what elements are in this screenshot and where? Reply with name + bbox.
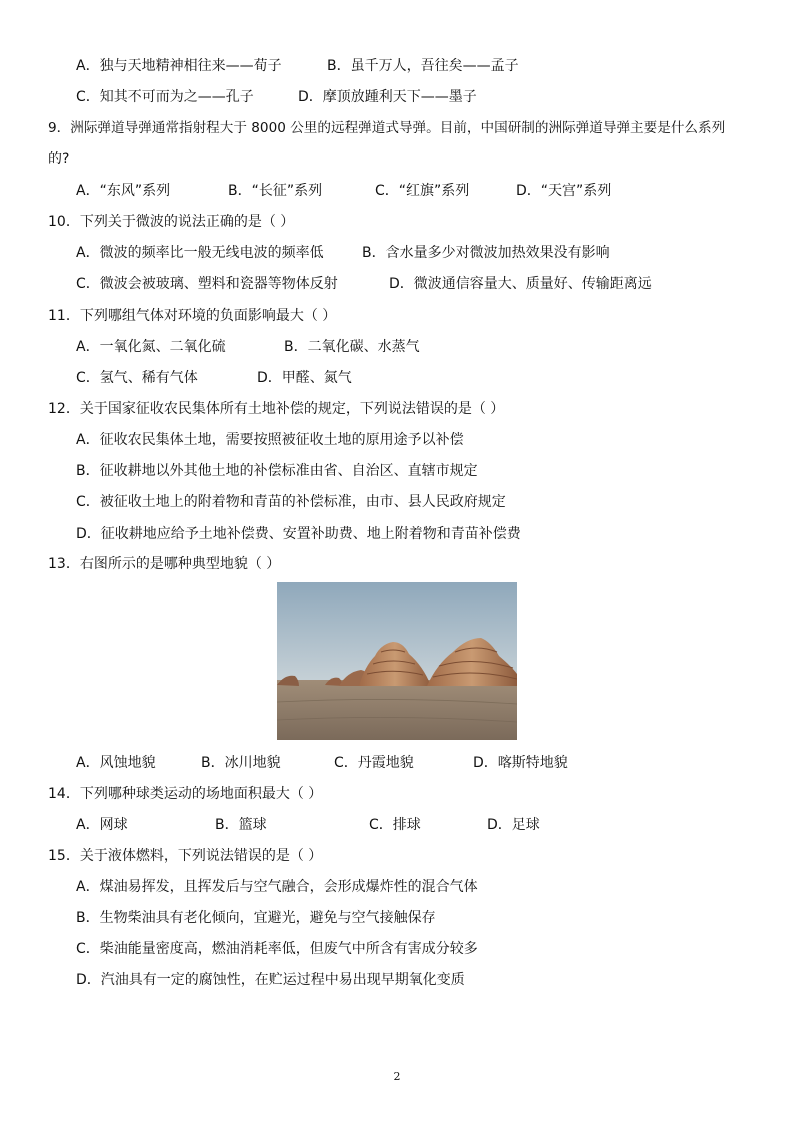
q10-option-a: A．微波的频率比一般无线电波的频率低 (76, 245, 324, 261)
q13-option-a: A．风蚀地貌 (76, 755, 156, 771)
page-number: 2 (393, 1070, 401, 1083)
q13-option-c: C．丹霞地貌 (334, 755, 414, 771)
q12-option-b: B．征收耕地以外其他土地的补偿标准由省、自治区、直辖市规定 (76, 463, 478, 479)
q12-option-a: A．征收农民集体土地，需要按照被征收土地的原用途予以补偿 (76, 432, 464, 448)
q10-stem: 10．下列关于微波的说法正确的是（ ） (48, 214, 295, 230)
q9-stem-line2: 的? (48, 151, 70, 167)
q10-option-b: B．含水量多少对微波加热效果没有影响 (362, 245, 610, 261)
q14-option-d: D．足球 (487, 817, 540, 833)
q12-option-c: C．被征收土地上的附着物和青苗的补偿标准，由市、县人民政府规定 (76, 494, 506, 510)
q9-option-c: C．“红旗”系列 (375, 183, 470, 199)
q8-option-d: D．摩顶放踵利天下——墨子 (298, 89, 477, 105)
q13-option-d: D．喀斯特地貌 (473, 755, 568, 771)
q8-option-c: C．知其不可而为之——孔子 (76, 89, 254, 105)
q14-option-a: A．网球 (76, 817, 128, 833)
q11-option-c: C．氢气、稀有气体 (76, 370, 198, 386)
q11-stem: 11．下列哪组气体对环境的负面影响最大（ ） (48, 308, 337, 324)
q14-option-b: B．篮球 (215, 817, 267, 833)
q13-stem: 13．右图所示的是哪种典型地貌（ ） (48, 556, 281, 572)
q10-option-c: C．微波会被玻璃、塑料和瓷器等物体反射 (76, 276, 338, 292)
q12-stem: 12．关于国家征收农民集体所有土地补偿的规定，下列说法错误的是（ ） (48, 401, 505, 417)
q9-option-b: B．“长征”系列 (228, 183, 323, 199)
q9-option-a: A．“东风”系列 (76, 183, 171, 199)
q15-stem: 15．关于液体燃料，下列说法错误的是（ ） (48, 848, 323, 864)
q12-option-d: D．征收耕地应给予土地补偿费、安置补助费、地上附着物和青苗补偿费 (76, 526, 521, 542)
q15-option-b: B．生物柴油具有老化倾向，宜避光，避免与空气接触保存 (76, 910, 436, 926)
q13-option-b: B．冰川地貌 (201, 755, 281, 771)
q15-option-a: A．煤油易挥发，且挥发后与空气融合，会形成爆炸性的混合气体 (76, 879, 478, 895)
q10-option-d: D．微波通信容量大、质量好、传输距离远 (389, 276, 652, 292)
q11-option-a: A．一氧化氮、二氧化硫 (76, 339, 226, 355)
q11-option-b: B．二氧化碳、水蒸气 (284, 339, 420, 355)
q8-option-b: B．虽千万人，吾往矣——孟子 (327, 58, 519, 74)
q9-stem-line1: 9．洲际弹道导弹通常指射程大于 8000 公里的远程弹道式导弹。目前，中国研制的洲际弹道导弹主要是什么系列 (48, 120, 726, 136)
landform-photo (277, 582, 517, 740)
q11-option-d: D．甲醛、氮气 (257, 370, 352, 386)
q9-option-d: D．“天宫”系列 (516, 183, 612, 199)
q14-option-c: C．排球 (369, 817, 421, 833)
q8-option-a: A．独与天地精神相往来——荀子 (76, 58, 282, 74)
q15-option-c: C．柴油能量密度高，燃油消耗率低，但废气中所含有害成分较多 (76, 941, 478, 957)
q14-stem: 14．下列哪种球类运动的场地面积最大（ ） (48, 786, 323, 802)
q15-option-d: D．汽油具有一定的腐蚀性，在贮运过程中易出现早期氧化变质 (76, 972, 465, 988)
